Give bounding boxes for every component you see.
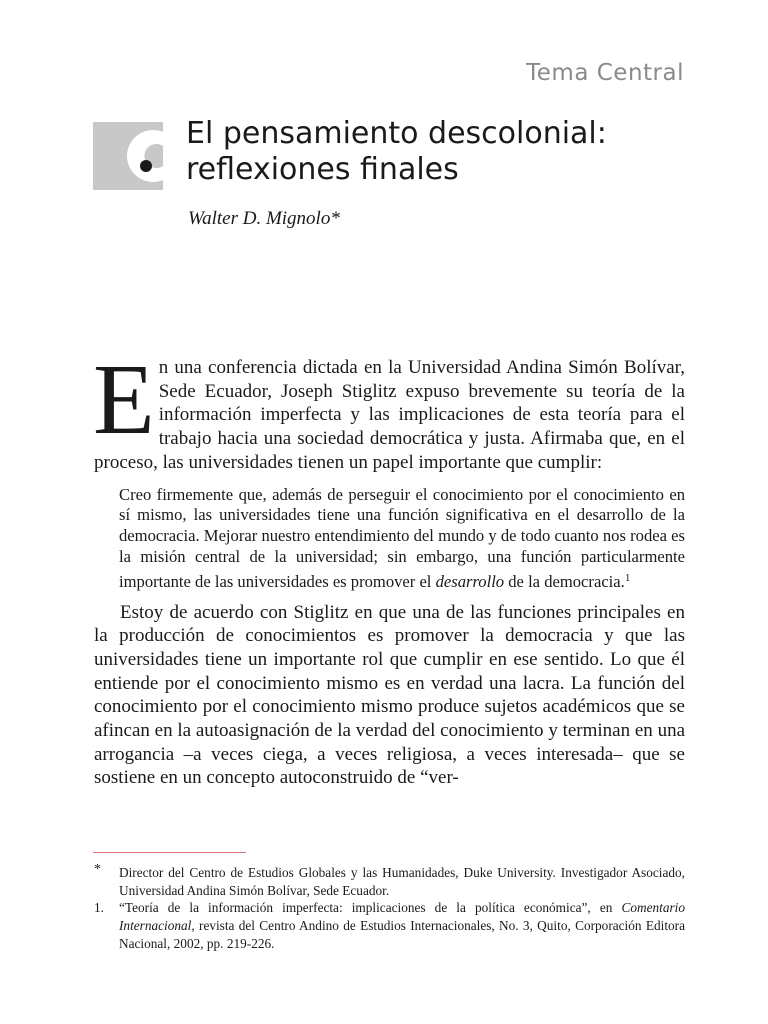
footnote-ref-1[interactable]: 1 [624, 571, 631, 584]
footnote-rule [93, 852, 246, 853]
quote-italic: desarrollo [435, 571, 505, 591]
title-line-1: El pensamiento descolonial: [186, 116, 607, 151]
footnote-author-text: Director del Centro de Estudios Globales y las Humanidades, Duke University. Investigador Asociado, Universidad Andina Simón Bolívar, Sede Ecuador. [119, 865, 685, 898]
paragraph-2: Estoy de acuerdo con Stiglitz en que una de las funciones principales en la producción de conocimientos es promover la democracia y que las universidades tiene un importante rol que cumplir en ese sentido. Lo que él entiende por el conocimiento mismo es en verdad una lacra. La función del conocimiento por el conocimiento mismo produce sujetos académicos que se afincan en la autoasignación de la verdad del conocimiento y terminan en una arrogancia –a veces ciega, a veces religiosa, a veces interesada– que se sostiene en un concepto autoconstruido de “ver- [94, 601, 685, 789]
article-title [186, 116, 686, 188]
footnote-1-mark: 1. [94, 900, 104, 916]
journal-logo-icon [93, 122, 163, 190]
section-label: Tema Central [526, 60, 684, 86]
footnote-1-text-a: “Teoría de la información imperfecta: implicaciones de la política económica”, en [119, 900, 622, 916]
article-body [93, 343, 685, 790]
footnote-1-italic: Comentario Internacional [119, 900, 685, 934]
block-quote [119, 485, 685, 593]
paragraph-1 [93, 343, 685, 475]
footnote-star-mark: * [94, 862, 101, 877]
footnotes [94, 864, 685, 953]
footnote-1-text-b: , revista del Centro Andino de Estudios Internacionales, No. 3, Quito, Corporación Editora Nacional, 2002, pp. 219-226. [119, 918, 685, 951]
footnote-1 [94, 899, 685, 952]
footnote-author [94, 864, 685, 899]
drop-cap: E [93, 343, 155, 455]
author-name: Walter D. Mignolo* [188, 208, 340, 229]
quote-end: de la democracia. [504, 571, 625, 591]
title-line-2: reflexiones finales [186, 152, 459, 187]
quote-text: Creo firmemente que, además de perseguir el conocimiento por el conocimiento en sí mismo, las universidades tiene una función significativa en el desarrollo de la democracia. Mejorar nuestro entendimiento del mundo y de todo cuanto nos rodea es la misión central de la universidad; sin embargo, una función particularmente importante de las universidades es promover el [119, 484, 685, 591]
paragraph-1-text: n una conferencia dictada en la Universidad Andina Simón Bolívar, Sede Ecuador, Joseph Stiglitz expuso brevemente su teoría de la información imperfecta y las implicaciones de esta teoría para el trabajo hacia una sociedad democrática y justa. Afirmaba que, en el proceso, las universidades tienen un papel importante que cumplir: [94, 357, 685, 473]
